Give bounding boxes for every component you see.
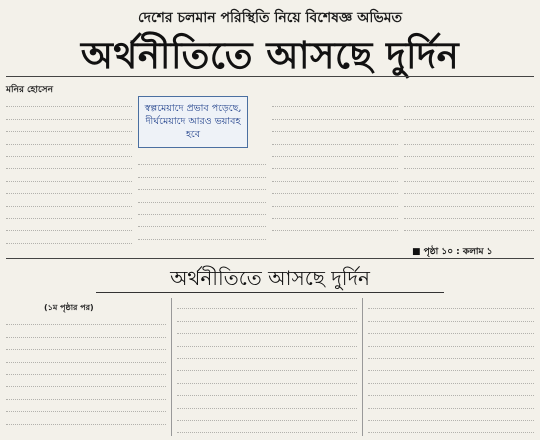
text-line	[6, 96, 132, 107]
article-column-1	[6, 96, 132, 252]
text-line	[368, 335, 534, 346]
text-line	[368, 422, 534, 433]
text-line	[6, 208, 132, 219]
text-line	[368, 385, 534, 396]
continuation-reference: (১ম পৃষ্ঠার পর)	[44, 303, 94, 312]
text-line	[6, 108, 132, 119]
text-line	[404, 183, 534, 194]
pull-quote: স্বল্পমেয়াদে প্রভাব পড়েছে, দীর্ঘমেয়াদে আরও ভয়াবহ হবে	[138, 96, 248, 148]
text-line	[272, 158, 398, 169]
text-line	[6, 183, 132, 194]
text-line	[6, 245, 132, 252]
text-line	[6, 220, 132, 231]
text-line	[138, 216, 266, 227]
text-line	[272, 232, 398, 240]
text-line	[272, 133, 398, 144]
text-line	[177, 323, 357, 334]
text-line	[177, 397, 357, 408]
article-column-2	[138, 154, 266, 250]
text-line	[177, 410, 357, 421]
text-line	[138, 204, 266, 215]
text-line	[272, 146, 398, 157]
text-line	[6, 195, 132, 206]
text-line	[404, 208, 534, 219]
text-line	[6, 401, 166, 412]
text-line	[6, 232, 132, 243]
text-line	[404, 146, 534, 157]
text-line	[6, 351, 166, 362]
text-line	[272, 108, 398, 119]
continuation-column-2	[177, 298, 357, 436]
text-line	[368, 323, 534, 334]
text-line	[368, 397, 534, 408]
divider	[6, 76, 534, 77]
text-line	[272, 220, 398, 231]
text-line	[272, 96, 398, 107]
text-line	[177, 360, 357, 371]
text-line	[404, 195, 534, 206]
text-line	[6, 339, 166, 350]
text-line	[404, 108, 534, 119]
text-line	[138, 179, 266, 190]
continuation-column-3	[368, 298, 534, 436]
text-line	[138, 241, 266, 250]
text-line	[272, 195, 398, 206]
text-line	[272, 170, 398, 181]
text-line	[177, 385, 357, 396]
text-line	[272, 121, 398, 132]
text-line	[368, 372, 534, 383]
text-line	[404, 220, 534, 231]
continuation-column-1	[6, 314, 166, 436]
text-line	[6, 146, 132, 157]
text-line	[368, 348, 534, 359]
text-line	[404, 170, 534, 181]
text-line	[138, 191, 266, 202]
jump-reference: ■ পৃষ্ঠা ১০ : কলাম ১	[412, 247, 493, 257]
divider	[96, 292, 444, 293]
text-line	[6, 426, 166, 436]
text-line	[272, 183, 398, 194]
text-line	[368, 310, 534, 321]
text-line	[177, 422, 357, 433]
text-line	[6, 376, 166, 387]
text-line	[177, 298, 357, 309]
text-line	[177, 372, 357, 383]
text-line	[404, 133, 534, 144]
divider	[6, 258, 534, 259]
text-line	[6, 388, 166, 399]
article-column-3	[272, 96, 398, 240]
text-line	[6, 170, 132, 181]
byline: মনির হোসেন	[6, 85, 53, 95]
text-line	[6, 364, 166, 375]
headline: অর্থনীতিতে আসছে দুর্দিন	[80, 34, 460, 77]
column-rule	[362, 298, 363, 436]
text-line	[6, 158, 132, 169]
text-line	[404, 96, 534, 107]
text-line	[404, 121, 534, 132]
text-line	[177, 335, 357, 346]
text-line	[6, 133, 132, 144]
article-column-4	[404, 96, 534, 240]
text-line	[6, 326, 166, 337]
text-line	[138, 154, 266, 165]
text-line	[177, 348, 357, 359]
text-line	[272, 208, 398, 219]
text-line	[138, 166, 266, 177]
text-line	[138, 228, 266, 239]
text-line	[368, 410, 534, 421]
text-line	[368, 298, 534, 309]
text-line	[6, 121, 132, 132]
kicker: দেশের চলমান পরিস্থিতি নিয়ে বিশেষজ্ঞ অভিমত	[137, 10, 403, 26]
continuation-headline: অর্থনীতিতে আসছে দুর্দিন	[170, 266, 370, 290]
text-line	[404, 158, 534, 169]
text-line	[404, 232, 534, 240]
text-line	[368, 360, 534, 371]
column-rule	[171, 298, 172, 436]
text-line	[6, 314, 166, 325]
text-line	[177, 310, 357, 321]
text-line	[6, 413, 166, 424]
